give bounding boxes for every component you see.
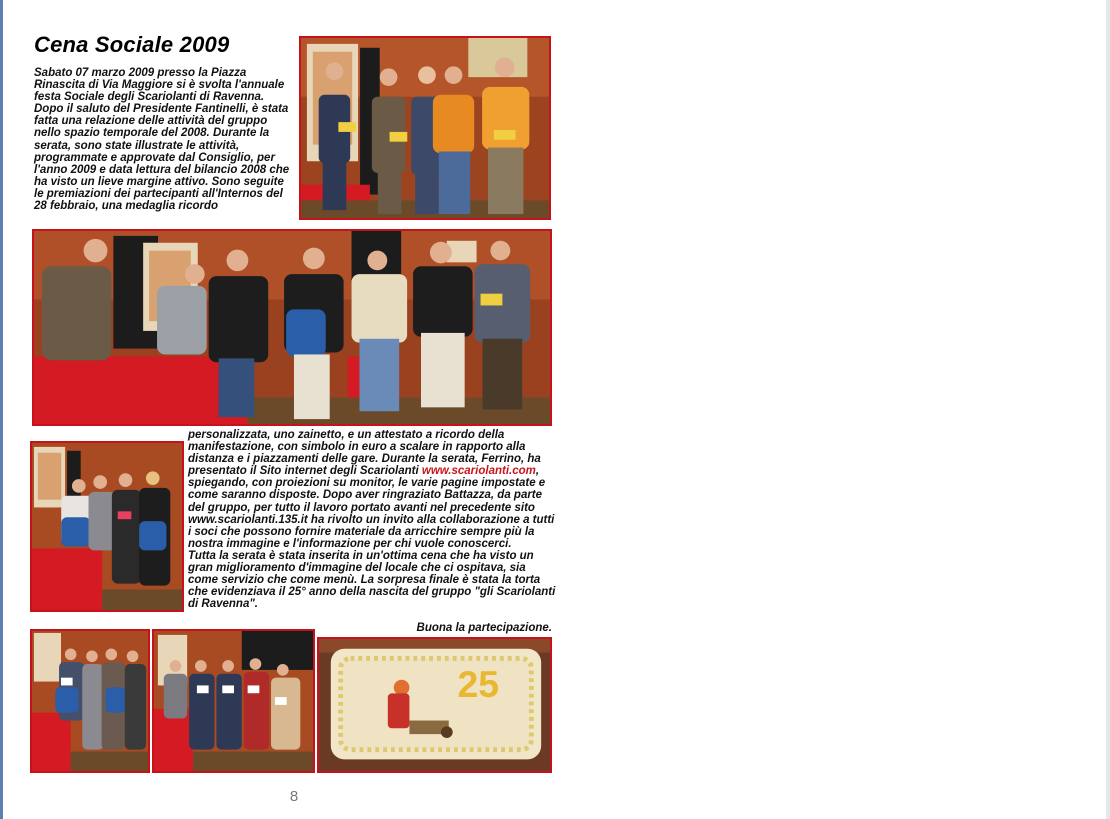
article-paragraph-3: Tutta la serata è stata inserita in un'ottima cena che ha visto un gran miglioramento d'immagine del locale che ci ospitava, sia come servizio che come menù. La sorpresa finale è stata la torta che evidenziava il 25° anno della nascita del gruppo "gli Scariolanti di Ravenna". (188, 549, 556, 611)
closing-line: Buona la partecipazione. (416, 622, 552, 634)
photo-women-with-bags (30, 441, 184, 612)
page-number: 8 (289, 788, 299, 805)
page-title: Cena Sociale 2009 (34, 32, 230, 57)
photo-award-group (299, 36, 551, 220)
article-paragraph-1: Sabato 07 marzo 2009 presso la Piazza Rinascita di Via Maggiore si è svolta l'annuale festa Sociale degli Scariolanti di Ravenna. Dopo il saluto del Presidente Fantinelli, è stata fatta una relazione delle attività del gruppo nello spazio temporale del 2008. Durante la serata, sono state illustrate le attività, programmate e approvate dal Consiglio, per l'anno 2009 e data lettura del bilancio 2008 che ha visto un lieve margine attivo. Sono seguite le premiazioni dei partecipanti all'Internos del 28 febbraio, una medaglia ricordo (34, 67, 290, 213)
left-edge-rule (0, 0, 3, 819)
photo-group-with-bags (30, 629, 150, 773)
right-edge-rule (1106, 0, 1110, 819)
photo-anniversary-cake (317, 637, 552, 773)
article-paragraph-2-start: personalizzata, uno zainetto, e un attestato a ricordo della manifestazione, con simbolo in euro a scalare in rapporto alla distanza e i piazzamenti delle gare. Durante la serata, Ferrino, ha presentato il Sito internet degli Scariolanti (188, 429, 541, 478)
cake-number-text: 25 (457, 663, 500, 706)
article-paragraph-2-end: , spiegando, con proiezioni su monitor, le varie pagine impostate e come saranno disposte. Dopo aver ringraziato Battazza, da parte del gruppo, per tutto il lavoro portato avanti nel precedente sito www.scariolanti.135.it ha rivolto un invito alla collaborazione a tutti i soci che possono fornire materiale da arricchire sempre più la nostra immagine e l'informazione per chi vuole conoscerci. (188, 465, 555, 550)
photo-ceremony-wide (32, 229, 552, 426)
photo-group-certificates (152, 629, 315, 773)
website-link[interactable]: www.scariolanti.com (421, 465, 536, 478)
article-body (188, 429, 558, 610)
